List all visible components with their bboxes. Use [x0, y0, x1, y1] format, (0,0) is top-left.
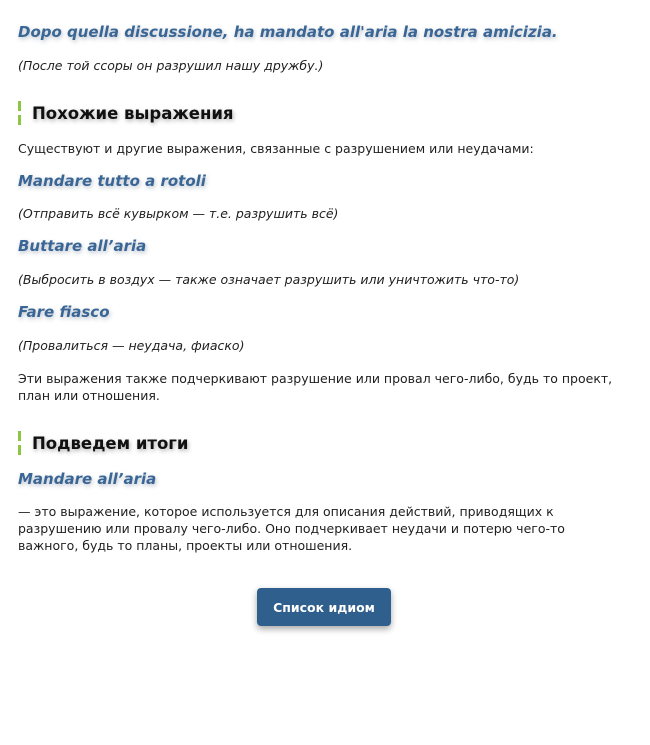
- heading-title: Подведем итоги: [32, 433, 189, 453]
- summary-phrase: Mandare all’aria: [18, 470, 157, 488]
- similar-expressions-heading: [18, 101, 234, 125]
- summary-heading: [18, 431, 189, 455]
- expression-phrase: Buttare all’aria: [18, 237, 147, 255]
- expression-phrase: Fare fiasco: [18, 303, 110, 321]
- expression-translation: (Провалиться — неудача, фиаско): [18, 338, 245, 353]
- similar-closing: Эти выражения также подчеркивают разрушение или провал чего-либо, будь то проект, план или отношения.: [18, 371, 613, 403]
- idiom-list-button[interactable]: Список идиом: [257, 588, 391, 626]
- heading-accent-bar: [18, 101, 21, 125]
- example-translation: (После той ссоры он разрушил нашу дружбу.): [18, 58, 324, 73]
- summary-text: — это выражение, которое используется для описания действий, приводящих к разрушению или провалу чего-либо. Оно подчеркивает неудачи и потерю чего-то важного, будь то планы, проекты или отношения.: [18, 504, 565, 553]
- heading-title: Похожие выражения: [32, 103, 234, 123]
- similar-intro: Существуют и другие выражения, связанные с разрушением или неудачами:: [18, 141, 534, 156]
- example-phrase: Dopo quella discussione, ha mandato all'aria la nostra amicizia.: [18, 23, 558, 41]
- expression-translation: (Выбросить в воздух — также означает разрушить или уничтожить что-то): [18, 272, 520, 287]
- expression-phrase: Mandare tutto a rotoli: [18, 172, 206, 190]
- expression-translation: (Отправить всё кувырком — т.е. разрушить всё): [18, 206, 339, 221]
- heading-accent-bar: [18, 431, 21, 455]
